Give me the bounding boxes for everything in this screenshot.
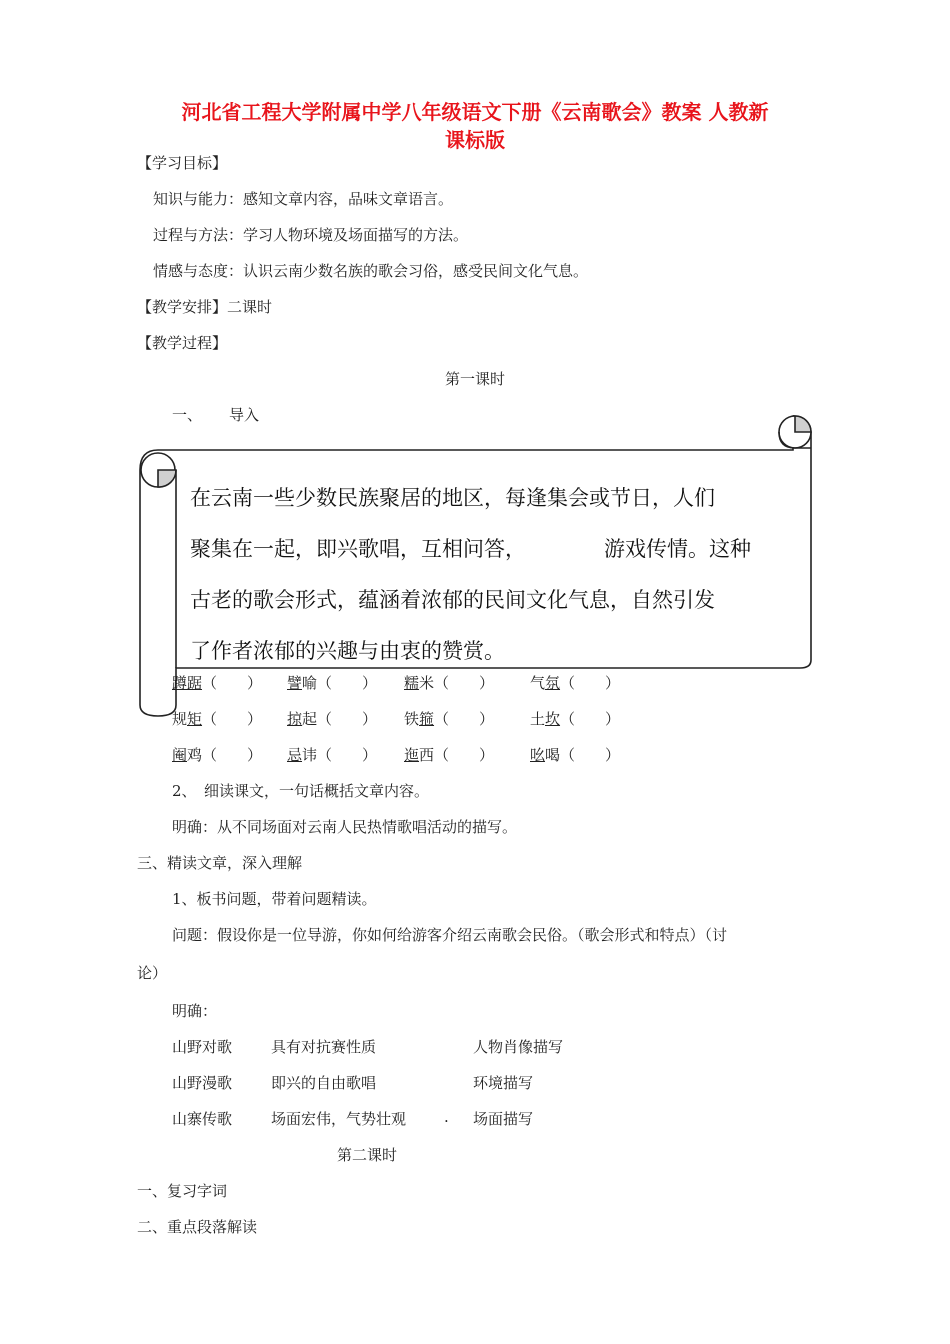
key-paragraph-heading: 二、重点段落解读 [137,1218,258,1236]
goal-emotion: 情感与态度：认识云南少数名族的歌会习俗，感受民间文化气息。 [153,262,589,280]
table-cell: 山野漫歌 [172,1074,233,1092]
clarify-one: 明确：从不同场面对云南人民热情歌唱活动的描写。 [172,818,518,836]
vocab-item: 譬喻（ ） [287,674,378,692]
title-line-2: 课标版 [445,128,505,152]
question-line-2: 论） [137,964,168,982]
vocab-item: 气氛（ ） [530,674,621,692]
lesson-two-heading: 第二课时 [337,1146,398,1164]
table-dot: . [444,1108,449,1126]
vocab-item: 迤西（ ） [404,746,495,764]
vocab-item: 掠起（ ） [287,710,378,728]
scroll-line-1: 在云南一些少数民族聚居的地区，每逢集会或节日，人们 [190,486,715,510]
goal-knowledge: 知识与能力：感知文章内容，品味文章语言。 [153,190,454,208]
vocab-item: 阉鸡（ ） [172,746,263,764]
table-cell: 场面描写 [473,1110,534,1128]
lesson-one-heading: 第一课时 [444,370,505,388]
section-three-heading: 三、精读文章，深入理解 [137,854,303,872]
vocab-item: 忌讳（ ） [287,746,378,764]
vocab-item: 糯米（ ） [404,674,495,692]
step-two: 2、 细读课文，一句话概括文章内容。 [172,782,430,800]
table-cell: 场面宏伟，气势壮观 [271,1110,407,1128]
goals-heading: 【学习目标】 [137,154,228,172]
intro-number: 一、 [172,406,203,424]
intro-label: 导入 [229,406,260,424]
table-cell: 具有对抗赛性质 [271,1038,377,1056]
vocab-item: 规矩（ ） [172,710,263,728]
process-heading: 【教学过程】 [137,334,228,352]
clarify-label: 明确： [172,1002,218,1020]
arrangement: 【教学安排】二课时 [137,298,273,316]
table-cell: 山寨传歌 [172,1110,233,1128]
vocab-item: 吆喝（ ） [530,746,621,764]
vocab-item: 蹲踞（ ） [172,674,263,692]
scroll-line-4: 了作者浓郁的兴趣与由衷的赞赏。 [190,639,505,663]
table-cell: 山野对歌 [172,1038,233,1056]
table-cell: 即兴的自由歌唱 [271,1074,377,1092]
review-heading: 一、复习字词 [137,1182,228,1200]
scroll-line-2a: 聚集在一起，即兴歌唱，互相问答， [190,537,526,561]
step-three-one: 1、板书问题，带着问题精读。 [172,890,377,908]
vocab-item: 土坎（ ） [530,710,621,728]
scroll-line-3: 古老的歌会形式，蕴涵着浓郁的民间文化气息，自然引发 [190,588,715,612]
table-cell: 人物肖像描写 [473,1038,564,1056]
goal-method: 过程与方法：学习人物环境及场面描写的方法。 [153,226,469,244]
table-cell: 环境描写 [473,1074,534,1092]
scroll-line-2b: 游戏传情。这种 [604,537,751,561]
title-line-1: 河北省工程大学附属中学八年级语文下册《云南歌会》教案 人教新 [181,100,769,124]
vocab-item: 铁箍（ ） [404,710,495,728]
question-line-1: 问题：假设你是一位导游，你如何给游客介绍云南歌会民俗。（歌会形式和特点）（讨 [172,926,728,944]
